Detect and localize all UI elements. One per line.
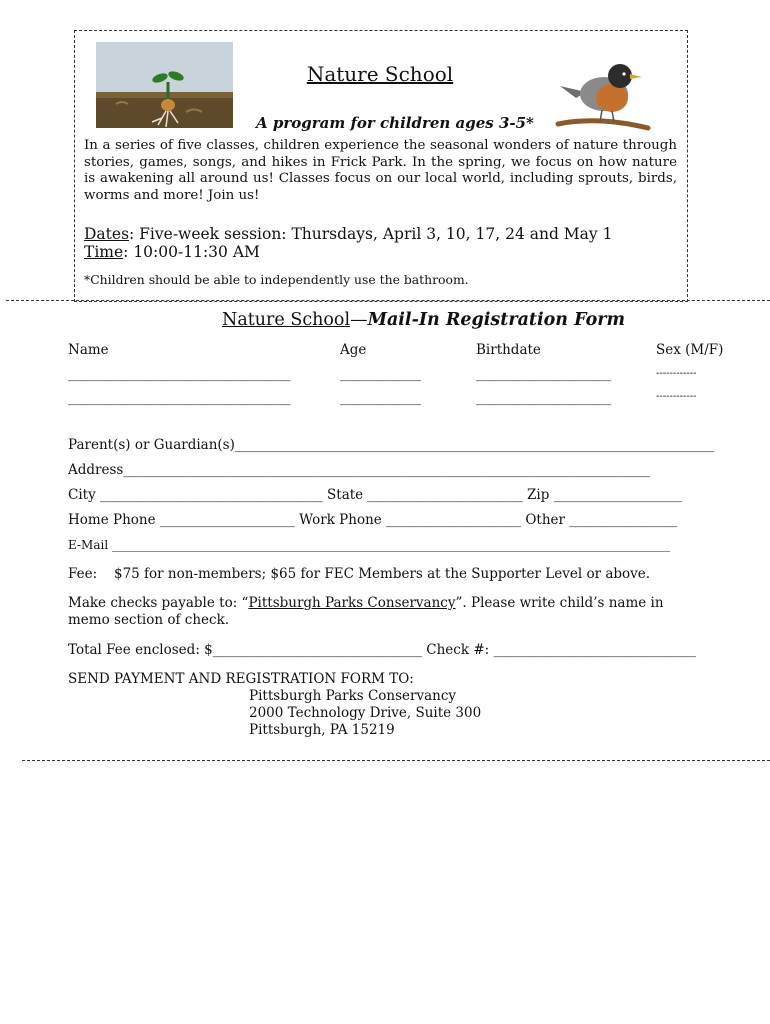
time-label: Time xyxy=(84,243,124,261)
name-field-2[interactable]: _________________________________ xyxy=(68,390,291,406)
total-fee-field[interactable]: Total Fee enclosed: $_______________________________ Check #: ______________________________ xyxy=(68,642,696,658)
birthdate-field-1[interactable]: ____________________ xyxy=(476,366,611,382)
column-birthdate: Birthdate xyxy=(476,342,541,358)
column-name: Name xyxy=(68,342,109,358)
mailing-address: Pittsburgh Parks Conservancy 2000 Technology Drive, Suite 300 Pittsburgh, PA 15219 xyxy=(249,688,482,738)
flyer-intro: In a series of five classes, children experience the seasonal wonders of nature through stories, games, songs, and hikes in Frick Park. In the spring, we focus on how nature is awakening all around us! Classes focus on our local world, including sprouts, birds, worms and more! Join us! xyxy=(84,138,677,203)
name-field-1[interactable]: _________________________________ xyxy=(68,366,291,382)
phone-fields[interactable]: Home Phone ____________________ Work Phone ____________________ Other ________________ xyxy=(68,512,678,528)
address-field[interactable]: Address______________________________________________________________________________ xyxy=(68,462,650,478)
checks-instructions: Make checks payable to: “Pittsburgh Parks Conservancy”. Please write child’s name in memo section of check. xyxy=(68,595,664,628)
column-sex: Sex (M/F) xyxy=(656,342,724,358)
email-field[interactable]: E-Mail _____________________________________________________________________________________________ xyxy=(68,538,670,552)
payee-name: Pittsburgh Parks Conservancy xyxy=(248,595,456,611)
age-field-2[interactable]: ____________ xyxy=(340,390,421,406)
birthdate-field-2[interactable]: ____________________ xyxy=(476,390,611,406)
send-label: SEND PAYMENT AND REGISTRATION FORM TO: xyxy=(68,671,414,687)
dates-value: : Five-week session: Thursdays, April 3, 10, 17, 24 and May 1 xyxy=(129,225,613,243)
time-value: : 10:00-11:30 AM xyxy=(123,243,260,261)
flyer-schedule xyxy=(84,225,612,261)
form-title: Nature School—Mail-In Registration Form xyxy=(222,310,626,330)
fee-text: $75 for non-members; $65 for FEC Members at the Supporter Level or above. xyxy=(114,566,651,582)
city-state-zip-field[interactable]: City _________________________________ State _______________________ Zip ___________________ xyxy=(68,487,682,503)
dates-label: Dates xyxy=(84,225,130,243)
sex-field-2[interactable]: ------------ xyxy=(656,391,697,402)
flyer-note: *Children should be able to independently use the bathroom. xyxy=(84,272,469,287)
cut-line xyxy=(6,300,770,301)
column-age: Age xyxy=(340,342,367,358)
cut-line-bottom xyxy=(22,760,770,761)
flyer-subtitle: A program for children ages 3-5* xyxy=(256,114,534,132)
fee-label: Fee: xyxy=(68,566,98,582)
age-field-1[interactable]: ____________ xyxy=(340,366,421,382)
sex-field-1[interactable]: ------------ xyxy=(656,368,697,379)
flyer-title: Nature School xyxy=(306,62,454,86)
parent-field[interactable]: Parent(s) or Guardian(s)_______________________________________________________________________ xyxy=(68,437,714,453)
